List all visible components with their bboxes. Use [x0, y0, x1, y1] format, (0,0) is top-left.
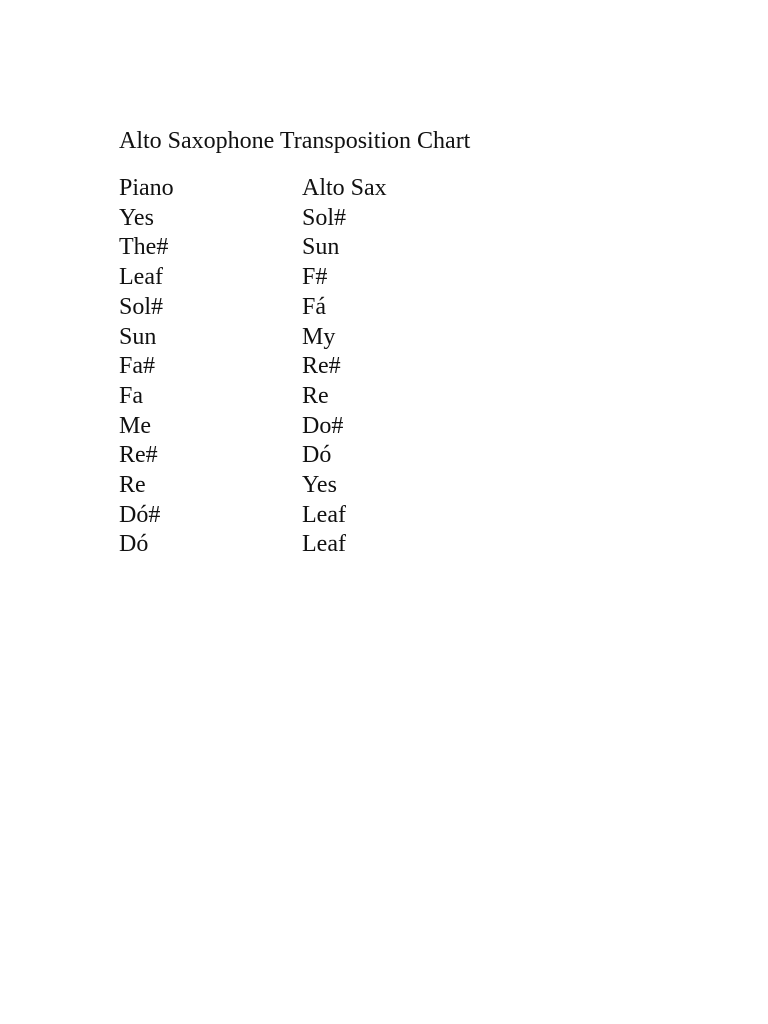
- table-header-row: [119, 174, 502, 204]
- piano-column-header: Piano: [119, 175, 174, 201]
- alto-sax-note-cell: Leaf: [302, 531, 346, 558]
- table-row: [119, 441, 502, 471]
- alto-sax-column-header: Alto Sax: [302, 175, 387, 201]
- table-row: [119, 323, 502, 353]
- piano-note-cell: Yes: [119, 204, 154, 231]
- table-row: [119, 412, 502, 442]
- transposition-table: [119, 174, 502, 560]
- alto-sax-note-cell: Yes: [302, 472, 337, 499]
- alto-sax-note-cell: Fá: [302, 293, 326, 320]
- table-row: [119, 293, 502, 323]
- alto-sax-note-cell: My: [302, 323, 336, 350]
- piano-note-cell: Dó#: [119, 501, 161, 528]
- alto-sax-note-cell: Do#: [302, 412, 344, 439]
- piano-note-cell: Dó: [119, 531, 149, 558]
- piano-note-cell: Leaf: [119, 264, 163, 291]
- document-title: Alto Saxophone Transposition Chart: [119, 128, 471, 154]
- alto-sax-note-cell: Sol#: [302, 204, 347, 231]
- piano-note-cell: Re#: [119, 442, 158, 469]
- table-row: [119, 471, 502, 501]
- table-row: [119, 352, 502, 382]
- alto-sax-note-cell: Dó: [302, 442, 332, 469]
- alto-sax-note-cell: Sun: [302, 234, 340, 261]
- table-row: [119, 501, 502, 531]
- piano-note-cell: The#: [119, 234, 169, 261]
- table-row: [119, 233, 502, 263]
- alto-sax-note-cell: Re#: [302, 353, 341, 380]
- alto-sax-note-cell: Leaf: [302, 501, 346, 528]
- piano-note-cell: Me: [119, 412, 151, 439]
- table-row: [119, 204, 502, 234]
- alto-sax-note-cell: Re: [302, 382, 329, 409]
- table-row: [119, 530, 502, 560]
- alto-sax-note-cell: F#: [302, 264, 328, 291]
- piano-note-cell: Re: [119, 472, 146, 499]
- piano-note-cell: Fa: [119, 382, 143, 409]
- piano-note-cell: Fa#: [119, 353, 155, 380]
- piano-note-cell: Sun: [119, 323, 157, 350]
- piano-note-cell: Sol#: [119, 293, 164, 320]
- table-row: [119, 382, 502, 412]
- table-row: [119, 263, 502, 293]
